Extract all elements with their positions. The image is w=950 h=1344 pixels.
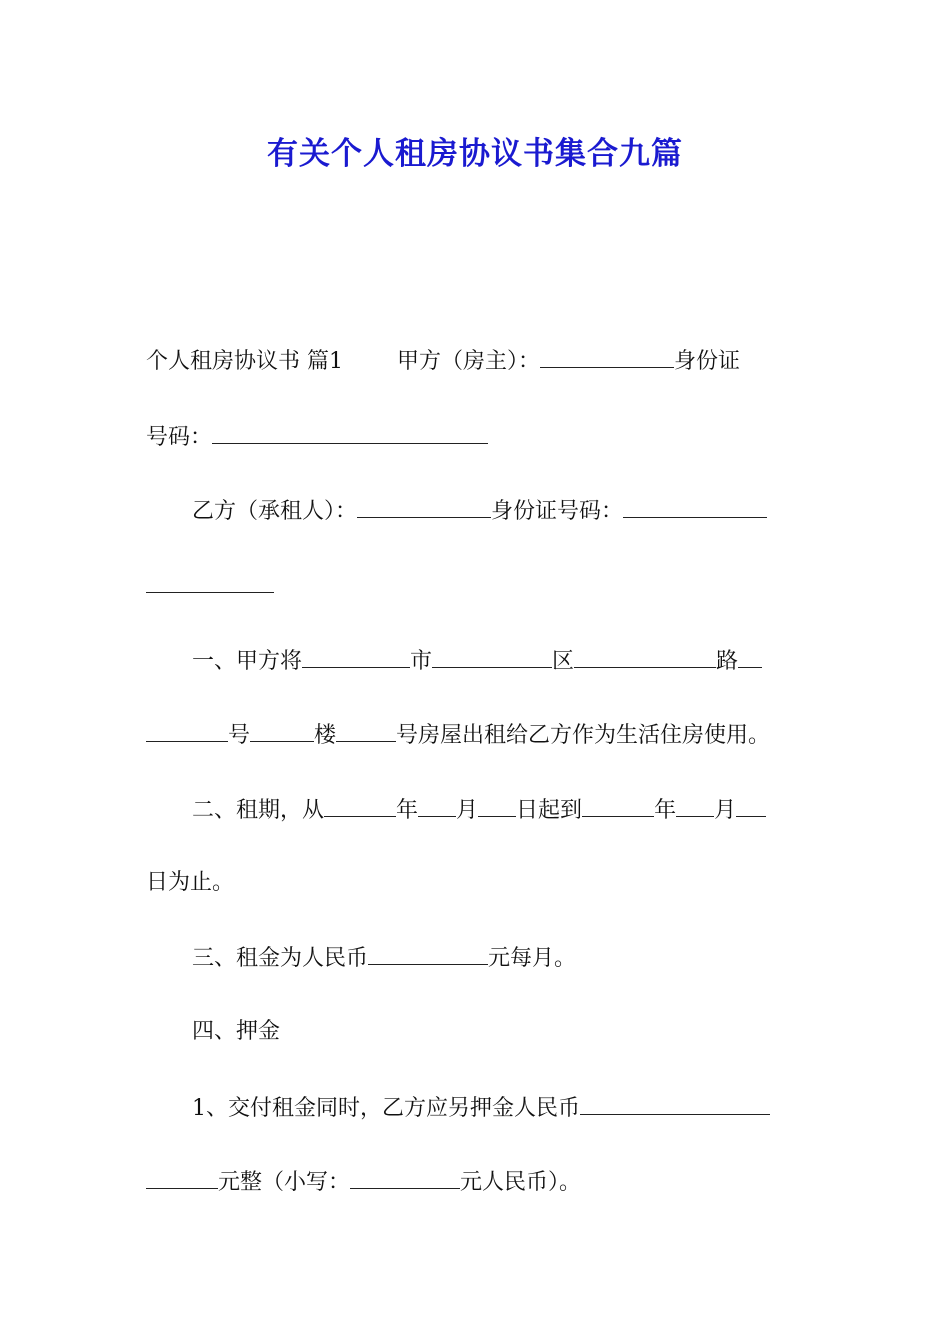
tenant-line bbox=[192, 495, 808, 527]
start-day-blank bbox=[478, 794, 516, 817]
start-year-blank bbox=[324, 794, 396, 817]
tenant-id-blank-continued bbox=[146, 570, 274, 593]
building-blank bbox=[250, 719, 314, 742]
landlord-id-blank bbox=[212, 421, 488, 444]
clause-2-line: 二、租期，从 年 月 日起到 年 月 bbox=[192, 794, 808, 826]
room-blank bbox=[336, 719, 396, 742]
deposit-amount-blank-continued bbox=[146, 1166, 218, 1189]
tenant-id-label: 身份证号码： bbox=[491, 499, 624, 524]
clause-3-line: 三、租金为人民币 元每月。 bbox=[192, 942, 808, 974]
deposit-text: 1、交付租金同时，乙方应另押金人民币 bbox=[192, 1096, 580, 1121]
end-month-blank bbox=[676, 794, 714, 817]
landlord-id-line bbox=[146, 421, 808, 453]
end-year-blank bbox=[582, 794, 654, 817]
number-blank bbox=[146, 719, 228, 742]
clause-1-text: 一、甲方将 bbox=[192, 649, 303, 674]
deposit-amount-blank bbox=[580, 1092, 770, 1115]
document-title: 有关个人租房协议书集合九篇 bbox=[267, 136, 683, 172]
city-blank bbox=[302, 645, 410, 668]
clause-2-continuation-line: 日为止。 bbox=[146, 870, 235, 895]
end-day-blank bbox=[736, 794, 766, 817]
road-number-blank-start bbox=[738, 645, 762, 668]
deposit-lowercase-blank bbox=[350, 1166, 460, 1189]
clause-4-heading: 四、押金 bbox=[192, 1019, 281, 1044]
landlord-name-blank bbox=[540, 345, 674, 368]
clause-3-text: 三、租金为人民币 bbox=[192, 946, 369, 971]
deposit-line bbox=[192, 1092, 808, 1124]
clause-1-line: 一、甲方将 市 区 路 bbox=[192, 645, 808, 677]
clause-1-continuation-line: 号 楼 号房屋出租给乙方作为生活住房使用。 bbox=[146, 719, 808, 751]
road-blank bbox=[574, 645, 716, 668]
id-label-start: 身份证 bbox=[674, 349, 741, 374]
deposit-continuation-line: 元整（小写： 元人民币）。 bbox=[146, 1166, 808, 1198]
section-heading: 个人租房协议书 篇1 bbox=[146, 349, 343, 374]
rent-blank bbox=[368, 942, 488, 965]
landlord-label: 甲方（房主）： bbox=[397, 349, 541, 374]
landlord-line bbox=[146, 345, 808, 377]
tenant-id-continuation-line bbox=[146, 570, 808, 602]
tenant-id-blank bbox=[623, 495, 767, 518]
tenant-name-blank bbox=[357, 495, 491, 518]
id-number-label: 号码： bbox=[146, 425, 213, 450]
start-month-blank bbox=[418, 794, 456, 817]
tenant-label: 乙方（承租人）： bbox=[192, 499, 358, 524]
clause-2-text: 二、租期，从 bbox=[192, 798, 325, 823]
district-blank bbox=[432, 645, 552, 668]
